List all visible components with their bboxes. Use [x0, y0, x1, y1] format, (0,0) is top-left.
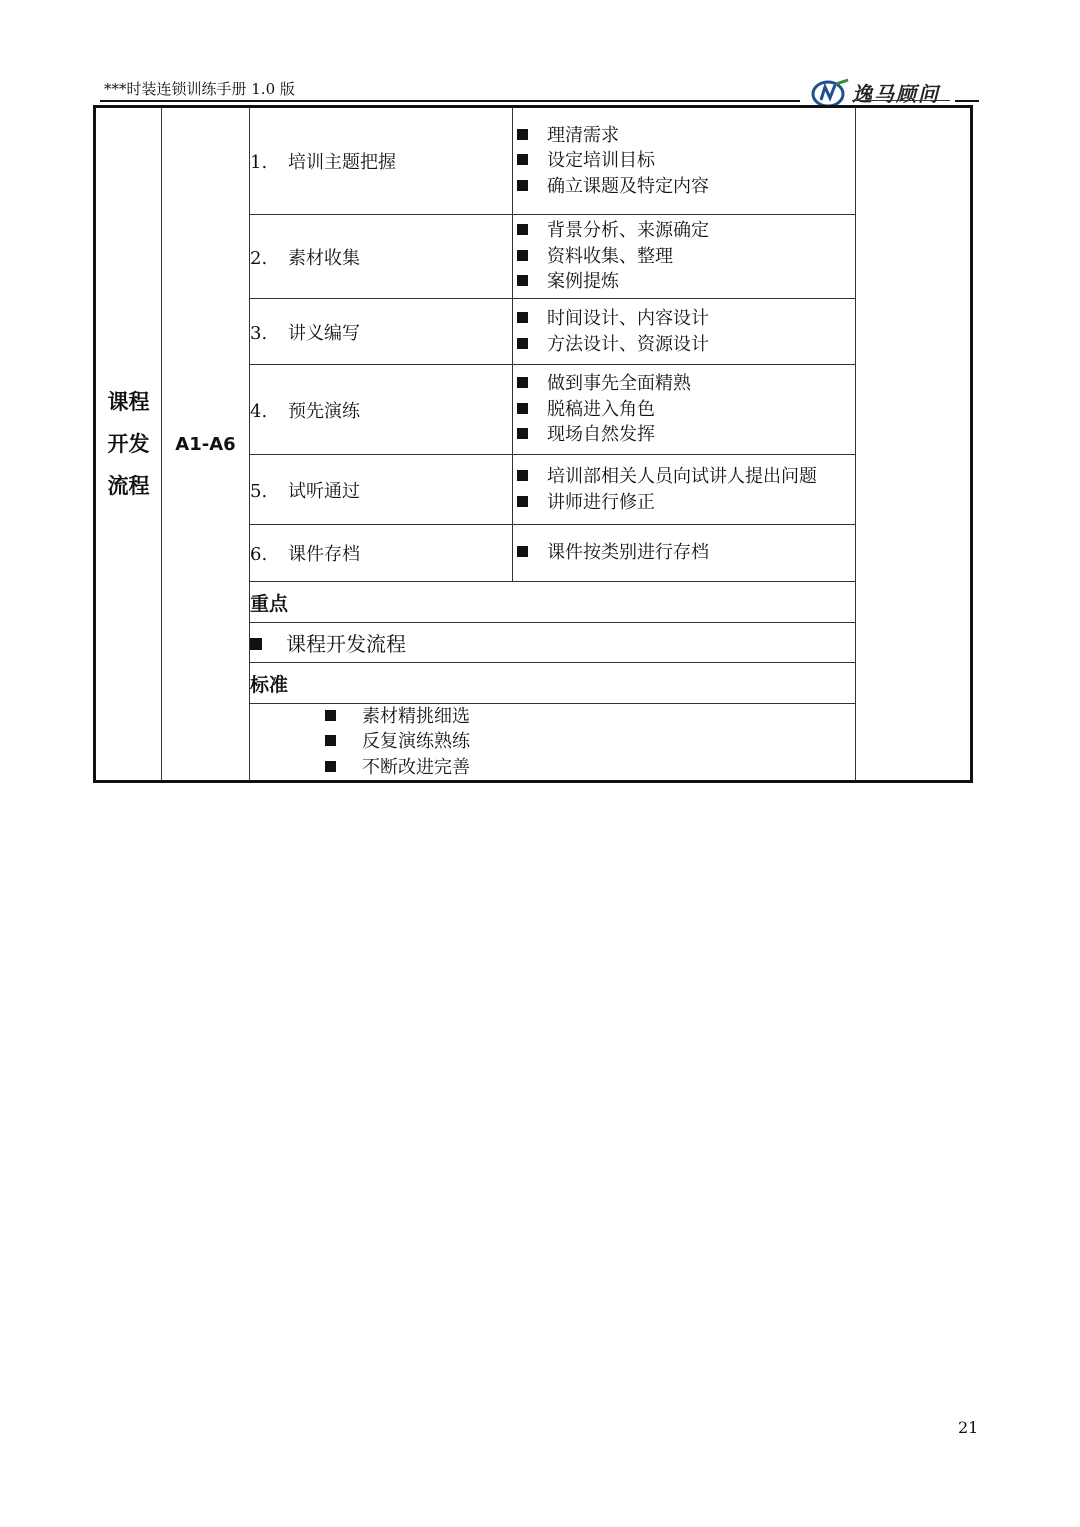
list-item: 理清需求	[517, 123, 855, 149]
square-bullet-icon	[517, 224, 528, 235]
course-development-table	[93, 105, 973, 783]
list-item: 课件按类别进行存档	[517, 540, 855, 566]
list-item: 培训部相关人员向试讲人提出问题	[517, 464, 855, 490]
square-bullet-icon	[517, 250, 528, 261]
category-line: 课程	[107, 390, 150, 415]
focus-item: 课程开发流程	[286, 632, 406, 656]
step-cell: 6. 课件存档	[250, 525, 513, 582]
list-item: 做到事先全面精熟	[517, 371, 855, 397]
company-logo	[808, 76, 953, 108]
square-bullet-icon	[517, 180, 528, 191]
header-rule	[100, 100, 800, 102]
square-bullet-icon	[325, 735, 336, 746]
focus-heading: 重点	[250, 582, 856, 623]
square-bullet-icon	[517, 312, 528, 323]
points-cell	[513, 455, 856, 525]
step-cell: 4. 预先演练	[250, 365, 513, 455]
square-bullet-icon	[517, 546, 528, 557]
square-bullet-icon	[517, 275, 528, 286]
standard-heading: 标准	[250, 663, 856, 704]
list-item: 设定培训目标	[517, 148, 855, 174]
square-bullet-icon	[517, 377, 528, 388]
list-item: 方法设计、资源设计	[517, 332, 855, 358]
code-cell: A1-A6	[162, 107, 250, 782]
square-bullet-icon	[325, 710, 336, 721]
list-item: 确立课题及特定内容	[517, 174, 855, 200]
square-bullet-icon	[517, 470, 528, 481]
category-cell	[95, 107, 162, 782]
list-item: 时间设计、内容设计	[517, 306, 855, 332]
page-number: 21	[958, 1418, 979, 1437]
logo-underline	[852, 100, 950, 101]
points-cell	[513, 365, 856, 455]
list-item: 素材精挑细选	[325, 704, 855, 729]
logo-text: 逸马顾问	[852, 82, 940, 106]
step-name: 讲义编写	[288, 322, 360, 344]
blank-cell	[856, 107, 972, 782]
header-title: ***时装连锁训练手册 1.0 版	[104, 80, 295, 98]
list-item: 背景分析、来源确定	[517, 218, 855, 244]
list-item: 不断改进完善	[325, 755, 855, 780]
square-bullet-icon	[517, 154, 528, 165]
list-item: 案例提炼	[517, 269, 855, 295]
logo-mark-icon	[810, 78, 850, 108]
square-bullet-icon	[250, 638, 262, 650]
list-item: 脱稿进入角色	[517, 397, 855, 423]
step-cell: 3. 讲义编写	[250, 299, 513, 365]
standard-items-cell	[250, 704, 856, 782]
square-bullet-icon	[325, 761, 336, 772]
step-name: 试听通过	[288, 480, 360, 502]
table-row	[95, 107, 972, 215]
step-name: 培训主题把握	[288, 152, 396, 173]
list-item: 资料收集、整理	[517, 244, 855, 270]
points-cell	[513, 215, 856, 299]
square-bullet-icon	[517, 129, 528, 140]
header-rule-end	[955, 100, 979, 102]
step-cell: 2. 素材收集	[250, 215, 513, 299]
square-bullet-icon	[517, 496, 528, 507]
page-header	[100, 76, 980, 104]
square-bullet-icon	[517, 428, 528, 439]
step-name: 课件存档	[288, 544, 360, 565]
category-line: 开发	[107, 432, 150, 457]
category-line: 流程	[107, 474, 150, 499]
step-cell: 1. 培训主题把握	[250, 107, 513, 215]
list-item: 反复演练熟练	[325, 729, 855, 754]
square-bullet-icon	[517, 338, 528, 349]
points-cell	[513, 299, 856, 365]
points-cell	[513, 107, 856, 215]
list-item: 讲师进行修正	[517, 490, 855, 516]
list-item: 现场自然发挥	[517, 422, 855, 448]
step-cell: 5. 试听通过	[250, 455, 513, 525]
step-name: 素材收集	[288, 247, 360, 269]
points-cell	[513, 525, 856, 582]
focus-item-cell	[250, 623, 856, 663]
step-name: 预先演练	[288, 400, 360, 422]
square-bullet-icon	[517, 403, 528, 414]
